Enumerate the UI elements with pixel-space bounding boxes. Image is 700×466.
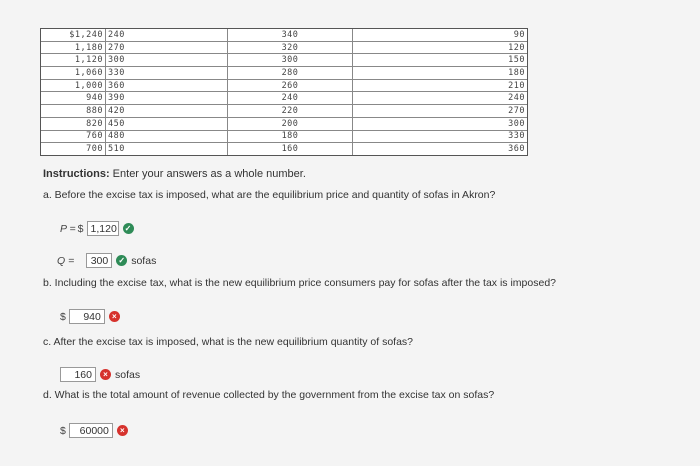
table-cell: 450	[106, 117, 228, 130]
table-cell: 300	[106, 54, 228, 67]
table-cell: 420	[106, 105, 228, 118]
table-cell: 240	[106, 29, 228, 41]
table-cell: 880	[41, 105, 106, 118]
x-circle-icon: ×	[117, 425, 128, 436]
table-cell: 180	[228, 130, 353, 143]
table-cell: 300	[353, 117, 528, 130]
table-cell: 90	[353, 29, 528, 41]
table-cell: 260	[228, 79, 353, 92]
quantity-unit: sofas	[115, 368, 141, 381]
table-cell: 700	[41, 143, 106, 155]
table-cell: 1,120	[41, 54, 106, 67]
table-cell: 940	[41, 92, 106, 105]
table-cell: 760	[41, 130, 106, 143]
answer-b	[60, 309, 120, 324]
table-cell: 820	[41, 117, 106, 130]
table-cell: 240	[353, 92, 528, 105]
answer-d	[60, 423, 128, 438]
table-cell: 360	[508, 144, 525, 155]
table-row	[41, 41, 527, 54]
table-cell: 240	[228, 92, 353, 105]
table-cell: 220	[228, 105, 353, 118]
table-cell: 360	[106, 79, 228, 92]
quantity-input[interactable]: 300	[86, 253, 112, 268]
check-circle-icon: ✓	[116, 255, 127, 266]
table-row	[41, 105, 527, 118]
question-b: b. Including the excise tax, what is the new equilibrium price consumers pay for sofas after the tax is imposed?	[43, 277, 557, 289]
table-cell: 200	[228, 117, 353, 130]
table-cell: 330	[353, 130, 528, 143]
table-cell: 270	[353, 105, 528, 118]
table-cell: 280	[228, 67, 353, 80]
price-label: P =	[60, 222, 76, 235]
dollar-sign: $	[77, 222, 84, 235]
table-row	[41, 117, 527, 130]
quantity-unit: sofas	[131, 254, 157, 267]
table-row	[41, 92, 527, 105]
table-cell: 270	[106, 41, 228, 54]
instructions-text: Enter your answers as a whole number.	[109, 168, 306, 180]
table-cell: 1,060	[41, 67, 106, 80]
table-row	[41, 29, 527, 41]
table-cell: $1,240	[41, 29, 106, 41]
dollar-sign: $	[60, 310, 66, 323]
table-cell: 180	[353, 67, 528, 80]
answer-a-price	[60, 221, 134, 236]
table-cell: 320	[228, 41, 353, 54]
table-cell: 300	[228, 54, 353, 67]
table-cell: 330	[106, 67, 228, 80]
tax-revenue-input[interactable]: 60000	[69, 423, 113, 438]
new-quantity-input[interactable]: 160	[60, 367, 96, 382]
question-c: c. After the excise tax is imposed, what is the new equilibrium quantity of sofas?	[43, 336, 414, 348]
table-row	[41, 79, 527, 92]
quantity-label: Q =	[57, 254, 75, 267]
table-cell: 390	[106, 92, 228, 105]
table-cell: 1,000	[41, 79, 106, 92]
x-circle-icon: ×	[109, 311, 120, 322]
table-cell: 510	[106, 143, 228, 155]
table-row	[41, 67, 527, 80]
table-cell: 210	[353, 79, 528, 92]
table-row	[41, 54, 527, 67]
question-d: d. What is the total amount of revenue collected by the government from the excise tax on sofas?	[43, 389, 495, 401]
table-cell: 120	[353, 41, 528, 54]
instructions-label: Instructions:	[43, 168, 110, 180]
check-circle-icon: ✓	[123, 223, 134, 234]
answer-a-quantity	[57, 253, 156, 268]
table-row	[41, 130, 527, 143]
table-cell: 340	[228, 29, 353, 41]
instructions	[43, 168, 306, 180]
answer-c	[60, 367, 140, 382]
x-circle-icon: ×	[100, 369, 111, 380]
table-cell: 160	[228, 143, 353, 155]
table-cell: 1,180	[41, 41, 106, 54]
table-cell: 150	[353, 54, 528, 67]
data-table-container	[40, 28, 528, 156]
table-cell: 480	[106, 130, 228, 143]
price-input[interactable]: 1,120	[87, 221, 119, 236]
supply-demand-table	[41, 29, 527, 155]
dollar-sign: $	[60, 424, 66, 437]
question-a: a. Before the excise tax is imposed, what are the equilibrium price and quantity of sofas in Akron?	[43, 189, 496, 201]
new-price-input[interactable]: 940	[69, 309, 105, 324]
table-row	[41, 143, 527, 155]
